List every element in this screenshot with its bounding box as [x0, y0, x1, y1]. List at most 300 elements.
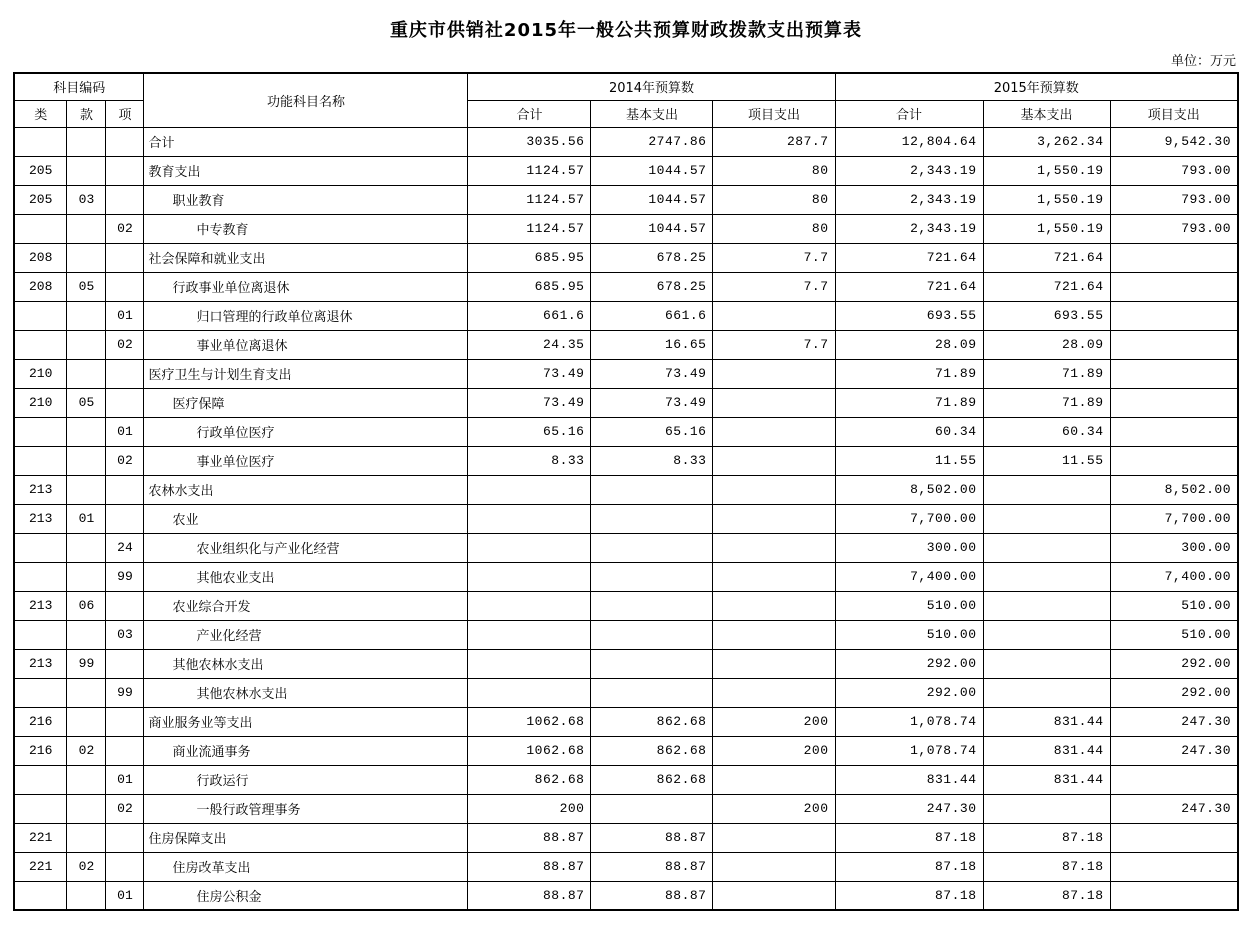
- subject-name-cell: 住房保障支出: [144, 823, 468, 852]
- value-2014-basic-cell: 88.87: [591, 823, 713, 852]
- code-item-cell: [106, 185, 144, 214]
- code-class-cell: 221: [14, 852, 67, 881]
- value-2015-project-cell: [1110, 852, 1238, 881]
- code-section-cell: [67, 794, 106, 823]
- value-2014-basic-cell: 73.49: [591, 359, 713, 388]
- value-2014-project-cell: [713, 388, 835, 417]
- value-2015-total-cell: 12,804.64: [835, 127, 983, 156]
- table-row: [14, 301, 1238, 330]
- value-2014-project-cell: [713, 533, 835, 562]
- code-item-cell: 99: [106, 678, 144, 707]
- value-2014-project-cell: [713, 649, 835, 678]
- table-row: [14, 446, 1238, 475]
- value-2014-basic-cell: 678.25: [591, 272, 713, 301]
- code-class-cell: [14, 301, 67, 330]
- code-class-cell: 213: [14, 504, 67, 533]
- value-2015-basic-cell: 60.34: [983, 417, 1110, 446]
- value-2015-basic-cell: 831.44: [983, 736, 1110, 765]
- value-2014-total-cell: [468, 620, 591, 649]
- value-2014-project-cell: [713, 359, 835, 388]
- code-item-cell: [106, 127, 144, 156]
- value-2015-project-cell: 9,542.30: [1110, 127, 1238, 156]
- code-section-cell: [67, 156, 106, 185]
- table-row: [14, 504, 1238, 533]
- subject-name-cell: 行政单位医疗: [144, 417, 468, 446]
- value-2014-total-cell: [468, 678, 591, 707]
- code-section-cell: [67, 823, 106, 852]
- value-2015-project-cell: [1110, 301, 1238, 330]
- value-2014-project-cell: [713, 765, 835, 794]
- value-2014-total-cell: 1062.68: [468, 736, 591, 765]
- value-2015-basic-cell: 3,262.34: [983, 127, 1110, 156]
- value-2014-basic-cell: 1044.57: [591, 156, 713, 185]
- value-2014-total-cell: [468, 533, 591, 562]
- value-2014-project-cell: 80: [713, 185, 835, 214]
- code-section-cell: [67, 214, 106, 243]
- value-2015-project-cell: [1110, 823, 1238, 852]
- value-2014-basic-cell: 88.87: [591, 852, 713, 881]
- subject-name-cell: 医疗卫生与计划生育支出: [144, 359, 468, 388]
- value-2015-basic-cell: [983, 591, 1110, 620]
- table-row: [14, 591, 1238, 620]
- table-row: [14, 127, 1238, 156]
- code-class-cell: 210: [14, 388, 67, 417]
- value-2014-basic-cell: [591, 678, 713, 707]
- code-section-cell: [67, 620, 106, 649]
- table-row: [14, 736, 1238, 765]
- value-2015-total-cell: 721.64: [835, 243, 983, 272]
- value-2014-basic-cell: [591, 794, 713, 823]
- subject-name-cell: 归口管理的行政单位离退休: [144, 301, 468, 330]
- table-row: [14, 765, 1238, 794]
- value-2014-total-cell: 88.87: [468, 823, 591, 852]
- code-section-cell: [67, 330, 106, 359]
- value-2015-basic-cell: [983, 678, 1110, 707]
- subject-name-cell: 事业单位医疗: [144, 446, 468, 475]
- value-2014-basic-cell: [591, 562, 713, 591]
- value-2014-total-cell: [468, 562, 591, 591]
- value-2015-basic-cell: 1,550.19: [983, 214, 1110, 243]
- value-2014-total-cell: 73.49: [468, 388, 591, 417]
- value-2015-total-cell: 292.00: [835, 649, 983, 678]
- value-2014-project-cell: 7.7: [713, 330, 835, 359]
- code-item-cell: [106, 156, 144, 185]
- value-2014-project-cell: 200: [713, 794, 835, 823]
- value-2015-total-cell: 7,700.00: [835, 504, 983, 533]
- value-2015-total-cell: 693.55: [835, 301, 983, 330]
- header-row-1: [14, 73, 1238, 100]
- header-code-section: 款: [67, 100, 106, 127]
- code-item-cell: [106, 388, 144, 417]
- page-title: 重庆市供销社2015年一般公共预算财政拨款支出预算表: [389, 20, 863, 41]
- value-2015-project-cell: 793.00: [1110, 214, 1238, 243]
- value-2015-total-cell: 510.00: [835, 591, 983, 620]
- value-2014-project-cell: [713, 823, 835, 852]
- code-section-cell: 03: [67, 185, 106, 214]
- code-section-cell: 06: [67, 591, 106, 620]
- value-2015-total-cell: 60.34: [835, 417, 983, 446]
- code-item-cell: 01: [106, 765, 144, 794]
- code-item-cell: [106, 649, 144, 678]
- value-2015-basic-cell: [983, 649, 1110, 678]
- value-2014-total-cell: [468, 649, 591, 678]
- value-2015-total-cell: 7,400.00: [835, 562, 983, 591]
- value-2014-project-cell: 7.7: [713, 272, 835, 301]
- value-2014-basic-cell: [591, 649, 713, 678]
- code-item-cell: 01: [106, 301, 144, 330]
- subject-name-cell: 农业: [144, 504, 468, 533]
- subject-name-cell: 商业服务业等支出: [144, 707, 468, 736]
- code-item-cell: [106, 359, 144, 388]
- code-item-cell: [106, 823, 144, 852]
- value-2014-total-cell: [468, 475, 591, 504]
- code-item-cell: 01: [106, 417, 144, 446]
- value-2015-basic-cell: 87.18: [983, 852, 1110, 881]
- value-2015-project-cell: 510.00: [1110, 620, 1238, 649]
- code-section-cell: [67, 127, 106, 156]
- subject-name-cell: 产业化经营: [144, 620, 468, 649]
- header-code-class: 类: [14, 100, 67, 127]
- value-2014-total-cell: 685.95: [468, 243, 591, 272]
- value-2014-basic-cell: 2747.86: [591, 127, 713, 156]
- code-class-cell: 221: [14, 823, 67, 852]
- value-2014-basic-cell: 88.87: [591, 881, 713, 910]
- code-item-cell: [106, 707, 144, 736]
- value-2014-total-cell: 73.49: [468, 359, 591, 388]
- value-2015-project-cell: [1110, 330, 1238, 359]
- value-2015-basic-cell: 721.64: [983, 243, 1110, 272]
- code-section-cell: [67, 881, 106, 910]
- value-2015-project-cell: 247.30: [1110, 794, 1238, 823]
- value-2015-basic-cell: [983, 562, 1110, 591]
- value-2014-basic-cell: 678.25: [591, 243, 713, 272]
- value-2015-basic-cell: 71.89: [983, 388, 1110, 417]
- value-2014-project-cell: [713, 475, 835, 504]
- code-section-cell: 02: [67, 736, 106, 765]
- code-item-cell: 02: [106, 330, 144, 359]
- value-2014-total-cell: 1124.57: [468, 214, 591, 243]
- header-2014-total: 合计: [468, 100, 591, 127]
- subject-name-cell: 农业组织化与产业化经营: [144, 533, 468, 562]
- value-2015-project-cell: [1110, 881, 1238, 910]
- code-section-cell: [67, 359, 106, 388]
- value-2014-project-cell: 200: [713, 707, 835, 736]
- value-2015-total-cell: 300.00: [835, 533, 983, 562]
- code-class-cell: 213: [14, 591, 67, 620]
- value-2014-basic-cell: [591, 591, 713, 620]
- code-item-cell: [106, 591, 144, 620]
- code-item-cell: 03: [106, 620, 144, 649]
- code-class-cell: [14, 562, 67, 591]
- subject-name-cell: 住房改革支出: [144, 852, 468, 881]
- code-class-cell: 213: [14, 475, 67, 504]
- code-section-cell: [67, 301, 106, 330]
- table-row: [14, 330, 1238, 359]
- value-2015-basic-cell: 1,550.19: [983, 156, 1110, 185]
- header-year-2015: 2015年预算数: [835, 73, 1238, 100]
- code-section-cell: [67, 707, 106, 736]
- header-2014-project: 项目支出: [713, 100, 835, 127]
- table-row: [14, 707, 1238, 736]
- code-item-cell: [106, 272, 144, 301]
- subject-name-cell: 商业流通事务: [144, 736, 468, 765]
- value-2015-basic-cell: 87.18: [983, 823, 1110, 852]
- table-row: [14, 388, 1238, 417]
- value-2014-basic-cell: [591, 475, 713, 504]
- value-2015-total-cell: 831.44: [835, 765, 983, 794]
- value-2015-total-cell: 28.09: [835, 330, 983, 359]
- value-2015-project-cell: 7,400.00: [1110, 562, 1238, 591]
- header-2015-project: 项目支出: [1110, 100, 1238, 127]
- value-2014-total-cell: 862.68: [468, 765, 591, 794]
- code-class-cell: 205: [14, 185, 67, 214]
- table-row: [14, 156, 1238, 185]
- value-2014-basic-cell: 862.68: [591, 736, 713, 765]
- code-item-cell: 02: [106, 794, 144, 823]
- code-class-cell: [14, 765, 67, 794]
- subject-name-cell: 一般行政管理事务: [144, 794, 468, 823]
- code-class-cell: 210: [14, 359, 67, 388]
- value-2014-basic-cell: 8.33: [591, 446, 713, 475]
- code-section-cell: 99: [67, 649, 106, 678]
- value-2015-project-cell: [1110, 446, 1238, 475]
- header-2015-basic: 基本支出: [983, 100, 1110, 127]
- code-item-cell: [106, 475, 144, 504]
- value-2014-project-cell: [713, 881, 835, 910]
- value-2015-project-cell: 247.30: [1110, 736, 1238, 765]
- code-class-cell: [14, 330, 67, 359]
- budget-table-body: [14, 127, 1238, 910]
- value-2014-basic-cell: 16.65: [591, 330, 713, 359]
- value-2014-basic-cell: 1044.57: [591, 214, 713, 243]
- subject-name-cell: 合计: [144, 127, 468, 156]
- code-section-cell: [67, 243, 106, 272]
- value-2014-total-cell: 88.87: [468, 852, 591, 881]
- value-2014-total-cell: 661.6: [468, 301, 591, 330]
- value-2015-basic-cell: 721.64: [983, 272, 1110, 301]
- table-row: [14, 533, 1238, 562]
- code-section-cell: 05: [67, 388, 106, 417]
- table-row: [14, 852, 1238, 881]
- value-2015-project-cell: 793.00: [1110, 156, 1238, 185]
- value-2015-basic-cell: [983, 620, 1110, 649]
- code-item-cell: [106, 852, 144, 881]
- value-2014-project-cell: [713, 852, 835, 881]
- value-2014-total-cell: [468, 504, 591, 533]
- code-section-cell: 02: [67, 852, 106, 881]
- code-class-cell: [14, 417, 67, 446]
- value-2014-basic-cell: 862.68: [591, 765, 713, 794]
- value-2015-total-cell: 510.00: [835, 620, 983, 649]
- value-2014-basic-cell: 65.16: [591, 417, 713, 446]
- code-class-cell: 205: [14, 156, 67, 185]
- subject-name-cell: 社会保障和就业支出: [144, 243, 468, 272]
- table-row: [14, 185, 1238, 214]
- header-code-item: 项: [106, 100, 144, 127]
- subject-name-cell: 中专教育: [144, 214, 468, 243]
- table-row: [14, 417, 1238, 446]
- table-row: [14, 359, 1238, 388]
- value-2015-project-cell: 292.00: [1110, 649, 1238, 678]
- subject-name-cell: 其他农业支出: [144, 562, 468, 591]
- value-2015-total-cell: 11.55: [835, 446, 983, 475]
- code-class-cell: 216: [14, 736, 67, 765]
- code-item-cell: [106, 243, 144, 272]
- value-2014-project-cell: 287.7: [713, 127, 835, 156]
- code-item-cell: [106, 504, 144, 533]
- value-2015-basic-cell: 831.44: [983, 765, 1110, 794]
- subject-name-cell: 行政事业单位离退休: [144, 272, 468, 301]
- value-2015-total-cell: 87.18: [835, 881, 983, 910]
- code-section-cell: [67, 475, 106, 504]
- value-2014-total-cell: 1062.68: [468, 707, 591, 736]
- value-2015-project-cell: [1110, 243, 1238, 272]
- code-class-cell: 208: [14, 243, 67, 272]
- code-class-cell: [14, 533, 67, 562]
- table-row: [14, 649, 1238, 678]
- code-class-cell: [14, 446, 67, 475]
- header-year-2014: 2014年预算数: [468, 73, 835, 100]
- value-2015-total-cell: 87.18: [835, 823, 983, 852]
- value-2015-basic-cell: [983, 504, 1110, 533]
- value-2014-project-cell: [713, 591, 835, 620]
- value-2014-basic-cell: 661.6: [591, 301, 713, 330]
- value-2014-basic-cell: [591, 533, 713, 562]
- code-class-cell: 208: [14, 272, 67, 301]
- header-2014-basic: 基本支出: [591, 100, 713, 127]
- header-subject-code: 科目编码: [14, 73, 144, 100]
- table-row: [14, 620, 1238, 649]
- value-2015-total-cell: 247.30: [835, 794, 983, 823]
- code-item-cell: 02: [106, 446, 144, 475]
- value-2015-project-cell: 7,700.00: [1110, 504, 1238, 533]
- value-2014-total-cell: 65.16: [468, 417, 591, 446]
- code-class-cell: [14, 881, 67, 910]
- table-row: [14, 272, 1238, 301]
- subject-name-cell: 其他农林水支出: [144, 649, 468, 678]
- value-2015-project-cell: 793.00: [1110, 185, 1238, 214]
- subject-name-cell: 农林水支出: [144, 475, 468, 504]
- value-2015-total-cell: 8,502.00: [835, 475, 983, 504]
- value-2014-total-cell: 1124.57: [468, 156, 591, 185]
- code-item-cell: [106, 736, 144, 765]
- value-2015-total-cell: 71.89: [835, 359, 983, 388]
- value-2014-project-cell: [713, 446, 835, 475]
- subject-name-cell: 行政运行: [144, 765, 468, 794]
- value-2015-project-cell: [1110, 388, 1238, 417]
- code-section-cell: [67, 417, 106, 446]
- code-class-cell: [14, 620, 67, 649]
- value-2014-total-cell: 24.35: [468, 330, 591, 359]
- code-class-cell: [14, 678, 67, 707]
- value-2014-project-cell: [713, 678, 835, 707]
- value-2015-project-cell: 292.00: [1110, 678, 1238, 707]
- code-class-cell: 216: [14, 707, 67, 736]
- value-2015-project-cell: 8,502.00: [1110, 475, 1238, 504]
- code-item-cell: 02: [106, 214, 144, 243]
- value-2014-project-cell: [713, 301, 835, 330]
- subject-name-cell: 其他农林水支出: [144, 678, 468, 707]
- value-2015-basic-cell: 693.55: [983, 301, 1110, 330]
- value-2015-total-cell: 2,343.19: [835, 185, 983, 214]
- value-2015-basic-cell: 28.09: [983, 330, 1110, 359]
- code-class-cell: [14, 214, 67, 243]
- code-item-cell: 01: [106, 881, 144, 910]
- value-2015-project-cell: 300.00: [1110, 533, 1238, 562]
- value-2014-basic-cell: [591, 620, 713, 649]
- value-2014-project-cell: 80: [713, 214, 835, 243]
- value-2014-total-cell: 88.87: [468, 881, 591, 910]
- table-row: [14, 823, 1238, 852]
- value-2015-total-cell: 1,078.74: [835, 707, 983, 736]
- value-2014-project-cell: [713, 417, 835, 446]
- code-item-cell: 24: [106, 533, 144, 562]
- value-2015-basic-cell: [983, 475, 1110, 504]
- header-subject-name: 功能科目名称: [144, 73, 468, 127]
- value-2014-project-cell: [713, 504, 835, 533]
- value-2015-basic-cell: 1,550.19: [983, 185, 1110, 214]
- value-2014-total-cell: 8.33: [468, 446, 591, 475]
- code-class-cell: [14, 127, 67, 156]
- value-2015-total-cell: 2,343.19: [835, 156, 983, 185]
- value-2014-total-cell: 1124.57: [468, 185, 591, 214]
- code-class-cell: [14, 794, 67, 823]
- code-section-cell: [67, 562, 106, 591]
- value-2015-basic-cell: 11.55: [983, 446, 1110, 475]
- value-2015-project-cell: [1110, 272, 1238, 301]
- value-2014-project-cell: 200: [713, 736, 835, 765]
- value-2014-basic-cell: 862.68: [591, 707, 713, 736]
- value-2014-basic-cell: 73.49: [591, 388, 713, 417]
- value-2015-project-cell: [1110, 765, 1238, 794]
- value-2014-basic-cell: [591, 504, 713, 533]
- table-row: [14, 562, 1238, 591]
- value-2015-project-cell: 510.00: [1110, 591, 1238, 620]
- code-section-cell: [67, 446, 106, 475]
- subject-name-cell: 职业教育: [144, 185, 468, 214]
- value-2015-total-cell: 721.64: [835, 272, 983, 301]
- table-row: [14, 881, 1238, 910]
- value-2014-basic-cell: 1044.57: [591, 185, 713, 214]
- value-2015-basic-cell: 831.44: [983, 707, 1110, 736]
- value-2015-basic-cell: 87.18: [983, 881, 1110, 910]
- code-section-cell: [67, 678, 106, 707]
- table-row: [14, 214, 1238, 243]
- value-2015-total-cell: 87.18: [835, 852, 983, 881]
- table-row: [14, 475, 1238, 504]
- value-2015-basic-cell: [983, 794, 1110, 823]
- value-2015-project-cell: 247.30: [1110, 707, 1238, 736]
- value-2015-project-cell: [1110, 359, 1238, 388]
- table-row: [14, 678, 1238, 707]
- subject-name-cell: 住房公积金: [144, 881, 468, 910]
- code-section-cell: 01: [67, 504, 106, 533]
- table-row: [14, 243, 1238, 272]
- subject-name-cell: 教育支出: [144, 156, 468, 185]
- value-2015-total-cell: 71.89: [835, 388, 983, 417]
- value-2014-total-cell: [468, 591, 591, 620]
- value-2015-project-cell: [1110, 417, 1238, 446]
- code-item-cell: 99: [106, 562, 144, 591]
- code-section-cell: [67, 533, 106, 562]
- value-2015-basic-cell: 71.89: [983, 359, 1110, 388]
- value-2014-project-cell: [713, 620, 835, 649]
- value-2014-total-cell: 200: [468, 794, 591, 823]
- unit-label: 单位：万元: [1170, 54, 1236, 69]
- value-2014-project-cell: 80: [713, 156, 835, 185]
- code-section-cell: 05: [67, 272, 106, 301]
- code-section-cell: [67, 765, 106, 794]
